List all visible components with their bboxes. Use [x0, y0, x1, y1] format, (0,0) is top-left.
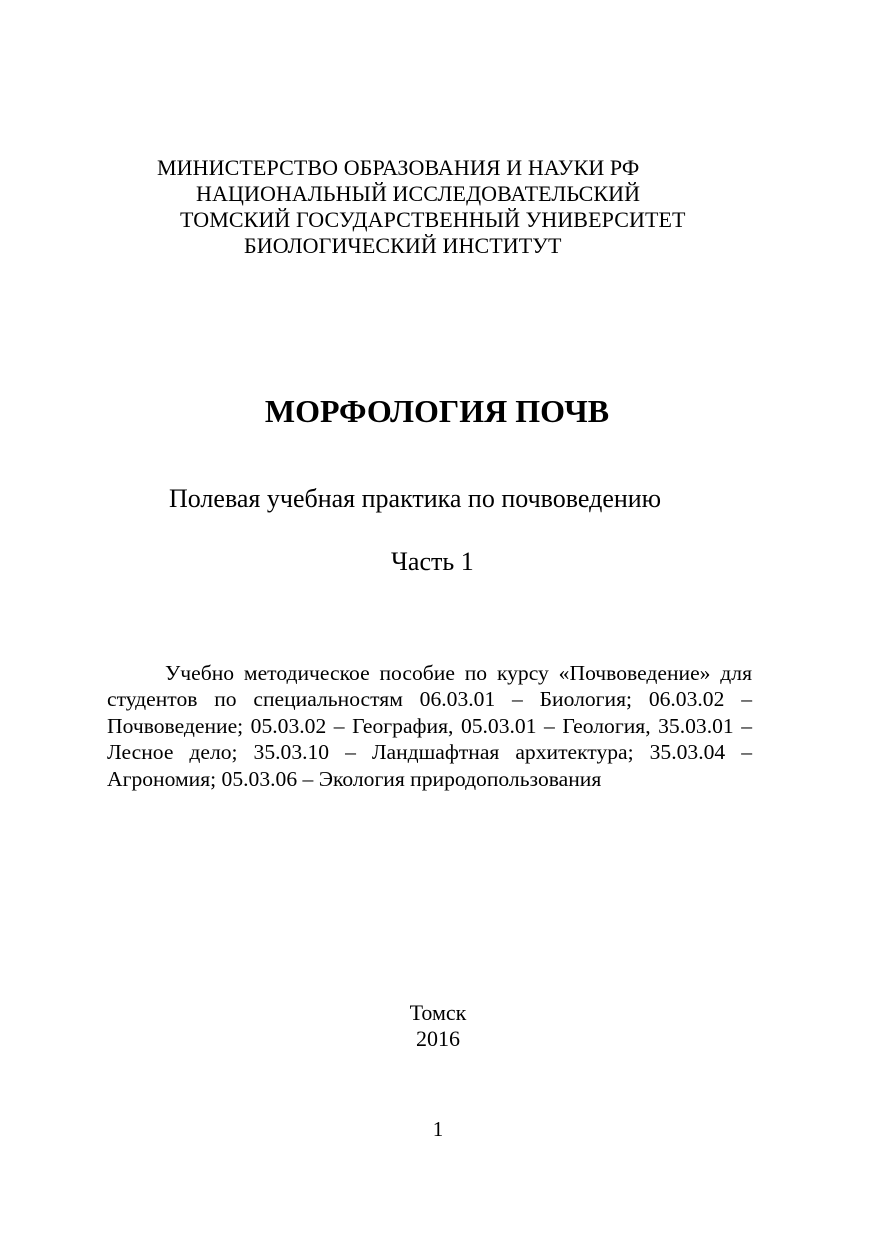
document-subtitle: Полевая учебная практика по почвоведению: [169, 484, 662, 513]
publication-year: 2016: [416, 1026, 460, 1051]
publication-city: Томск: [409, 1000, 467, 1025]
ministry-name: МИНИСТЕРСТВО ОБРАЗОВАНИЯ И НАУКИ РФ: [157, 155, 640, 180]
part-label: Часть 1: [391, 547, 474, 576]
document-title: [0, 392, 876, 430]
description-paragraph: Учебно методическое пособие по курсу «Почвоведение» для студентов по специальностям 06.03.01 – Биология; 06.03.02 – Почвоведение; 05.03.02 – География, 05.03.01 – Геология, 35.03.01 – Лесное дело; 35.03.10 – Ландшафтная архитектура; 35.03.04 – Агрономия; 05.03.06 – Экология природопользования: [107, 661, 752, 791]
page-number: 1: [432, 1117, 444, 1141]
institute-name: БИОЛОГИЧЕСКИЙ ИНСТИТУТ: [244, 233, 562, 258]
document-title-text: МОРФОЛОГИЯ ПОЧВ: [264, 393, 610, 429]
university-name-line-1: НАЦИОНАЛЬНЫЙ ИССЛЕДОВАТЕЛЬСКИЙ: [196, 181, 641, 206]
university-name-line-2: ТОМСКИЙ ГОСУДАРСТВЕННЫЙ УНИВЕРСИТЕТ: [180, 207, 686, 232]
